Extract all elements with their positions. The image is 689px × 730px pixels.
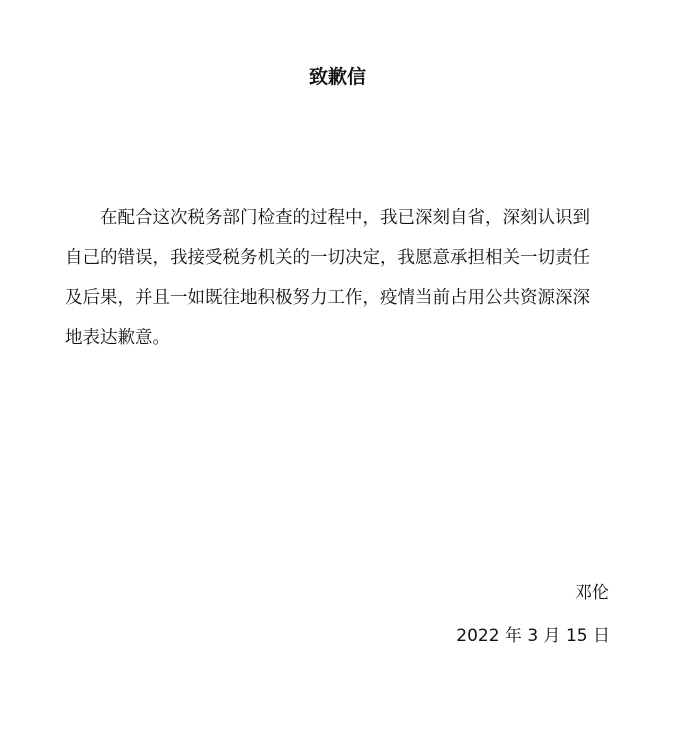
letter-title: 致歉信 xyxy=(308,66,366,88)
body-line-1: 在配合这次税务部门检查的过程中，我已深刻自省，深刻认识到 xyxy=(100,208,590,228)
letter-body xyxy=(65,206,625,366)
body-line-2: 自己的错误，我接受税务机关的一切决定，我愿意承担相关一切责任 xyxy=(65,248,590,268)
body-line-3: 及后果，并且一如既往地积极努力工作，疫情当前占用公共资源深深 xyxy=(65,288,590,308)
signature-name: 邓伦 xyxy=(575,583,609,603)
body-line-4: 地表达歉意。 xyxy=(65,328,170,348)
letter-date: 2022 年 3 月 15 日 xyxy=(456,626,610,646)
